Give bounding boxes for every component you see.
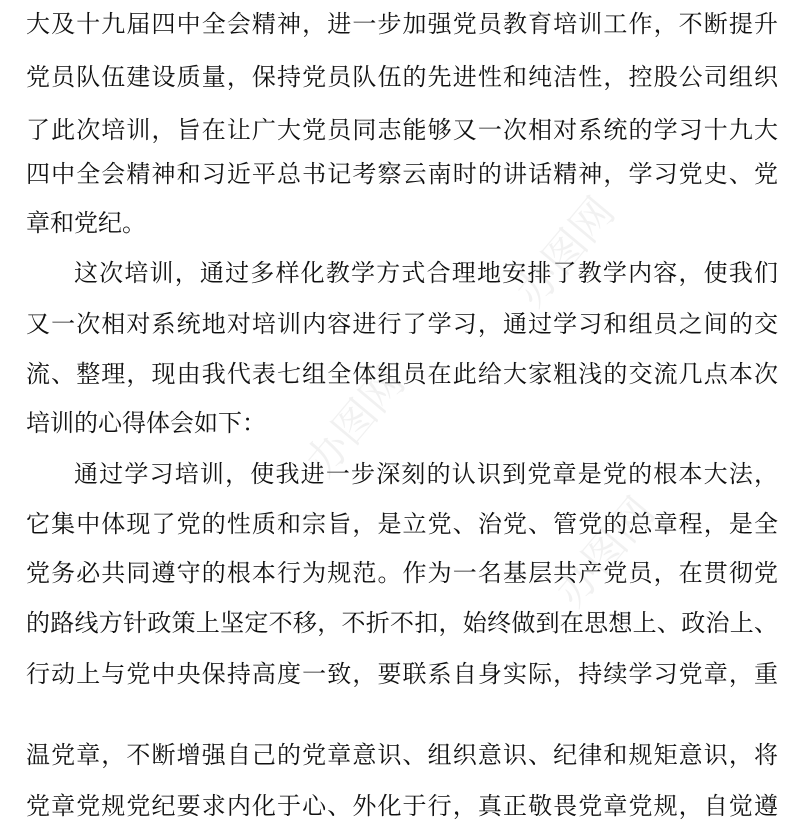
text-line-7: 又一次相对系统地对培训内容进行了学习，通过学习和组员之间的交 <box>26 310 778 338</box>
watermark: 办图网 <box>545 487 665 616</box>
text-line-14: 行动上与党中央保持高度一致，要联系自身实际，持续学习党章，重 <box>26 660 778 688</box>
text-line-5: 章和党纪。 <box>26 209 146 237</box>
text-line-1: 大及十九届四中全会精神，进一步加强党员教育培训工作，不断提升 <box>26 10 778 38</box>
text-line-13: 的路线方针政策上坚定不移，不折不扣，始终做到在思想上、政治上、 <box>26 609 778 637</box>
text-line-6: 这次培训，通过多样化教学方式合理地安排了教学内容，使我们 <box>74 259 778 287</box>
watermark: 办图网 <box>295 357 415 486</box>
text-line-9: 培训的心得体会如下： <box>26 409 266 437</box>
text-line-3: 了此次培训，旨在让广大党员同志能够又一次相对系统的学习十九大 <box>26 116 778 144</box>
text-line-12: 党务必共同遵守的根本行为规范。作为一名基层共产党员，在贯彻党 <box>26 559 778 587</box>
text-line-16: 党章党规党纪要求内化于心、外化于行，真正敬畏党章党规，自觉遵 <box>26 792 778 820</box>
text-line-4: 四中全会精神和习近平总书记考察云南时的讲话精神，学习党史、党 <box>26 160 778 188</box>
text-line-11: 它集中体现了党的性质和宗旨，是立党、治党、管党的总章程，是全 <box>26 510 778 538</box>
text-line-15: 温党章，不断增强自己的党章意识、组织意识、纪律和规矩意识，将 <box>26 741 778 769</box>
watermark: 办图网 <box>505 187 625 316</box>
text-line-8: 流、整理，现由我代表七组全体组员在此给大家粗浅的交流几点本次 <box>26 360 778 388</box>
text-line-2: 党员队伍建设质量，保持党员队伍的先进性和纯洁性，控股公司组织 <box>26 63 778 91</box>
text-line-10: 通过学习培训，使我进一步深刻的认识到党章是党的根本大法， <box>74 460 778 488</box>
